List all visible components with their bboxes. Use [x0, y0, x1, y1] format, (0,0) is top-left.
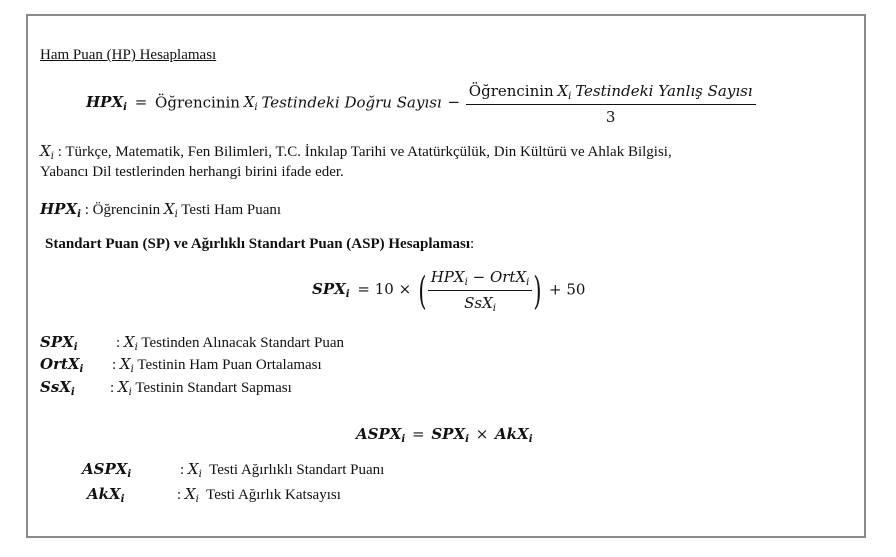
akx-symbol: AkX$_i$ [495, 425, 533, 446]
spx-definition: $SPX_i$ : $X_i$ Testinden Alınacak Standart Puan [40, 333, 345, 354]
ssx-definition: SsX$_i$ : $X_i$ Testinin Standart Sapması [40, 378, 292, 399]
spx-symbol: $SPX_i$ [312, 280, 350, 301]
hpx-definition: $HPX_i$ : Öğrencinin $X_i$ Testi Ham Puanı [40, 200, 282, 221]
xi-definition-line2: Yabancı Dil testlerinden herhangi birini ifade eder. [40, 164, 344, 180]
aspx-definition: $ASPX_i$ : $X_i$ Testi Ağırlıklı Standart Puanı [82, 460, 385, 481]
equals-sign: = [412, 425, 425, 443]
hp-formula [86, 82, 756, 126]
aspx-symbol: $ASPX_i$ [356, 425, 406, 446]
xi-definition-line1: $X_i$ : Türkçe, Matematik, Fen Bilimleri, T.C. İnkılap Tarihi ve Atatürkçülük, Din Kültürü ve Ahlak Bilgisi, [40, 142, 672, 163]
wrong-fraction [466, 82, 756, 126]
hpx-symbol: $HPX_i$ [86, 93, 127, 114]
equals-sign: = [134, 93, 148, 112]
right-paren: ) [533, 269, 542, 314]
fraction-denominator: 3 [466, 104, 756, 126]
sp-fraction: $\frac{HPX_i - OrtX_i}{SsX_i}$ [428, 268, 533, 314]
sp-section-title: Standart Puan (SP) ve Ağırlıklı Standart Puan (ASP) Hesaplaması: [45, 236, 475, 252]
hp-formula-correct: Testindeki Doğru Sayısı [261, 93, 442, 112]
times-sign: × [475, 425, 489, 443]
xi-symbol: $X_i$ [243, 93, 258, 114]
xi-symbol: $X_i$ [557, 82, 572, 103]
fraction-numerator-suffix: Testindeki Yanlış Sayısı [575, 82, 753, 100]
fraction-numerator-prefix: Öğrencinin [468, 82, 554, 100]
hpx-symbol: $HPX_i$ [40, 200, 81, 221]
spx-symbol: $SPX_i$ [431, 425, 469, 446]
hp-formula-term: Öğrencinin [155, 93, 240, 112]
asp-formula [356, 425, 533, 445]
xi-symbol: $X_i$ [40, 142, 54, 163]
sp-formula-constant: + 50 [548, 280, 586, 299]
sp-formula [312, 268, 585, 314]
xi-symbol: $X_i$ [163, 200, 178, 221]
left-paren: ( [418, 269, 427, 314]
akx-definition: AkX$_i$ : $X_i$ Testi Ağırlık Katsayısı [87, 485, 341, 506]
sp-formula-coefficient: = 10 × [357, 280, 412, 299]
ortx-definition: OrtX$_i$ : $X_i$ Testinin Ham Puan Ortalaması [40, 355, 322, 376]
hp-section-title: Ham Puan (HP) Hesaplaması [40, 47, 217, 63]
minus-sign: − [447, 93, 461, 112]
